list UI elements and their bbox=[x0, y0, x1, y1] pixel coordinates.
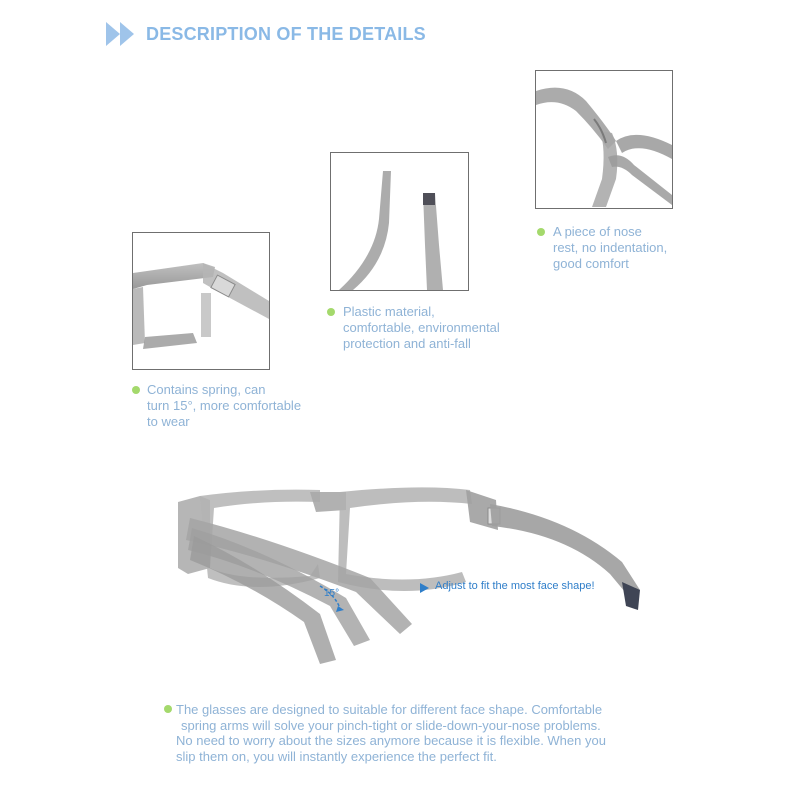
hinge-closeup-photo bbox=[132, 232, 270, 370]
bullet-dot bbox=[537, 228, 545, 236]
description-line: spring arms will solve your pinch-tight or slide-down-your-nose problems. bbox=[181, 717, 601, 733]
description-line: slip them on, you will instantly experience the perfect fit. bbox=[176, 748, 497, 764]
adjust-label: Adjust to fit the most face shape! bbox=[435, 580, 595, 592]
caption-line: Contains spring, can bbox=[147, 382, 266, 397]
glasses-main-photo bbox=[170, 478, 650, 678]
caption-line: rest, no indentation, bbox=[553, 240, 668, 255]
bullet-dot bbox=[132, 386, 140, 394]
double-chevron-right-icon bbox=[104, 20, 138, 48]
caption-line: A piece of nose bbox=[553, 224, 642, 239]
caption-line: good comfort bbox=[553, 256, 629, 271]
caption-line: Plastic material, bbox=[343, 304, 435, 319]
description-line: The glasses are designed to suitable for different face shape. Comfortable bbox=[176, 702, 603, 717]
angle-label: 15° bbox=[324, 588, 340, 599]
bullet-dot bbox=[164, 705, 172, 713]
temple-tips-photo bbox=[330, 152, 469, 291]
section-title: DESCRIPTION OF THE DETAILS bbox=[146, 24, 426, 44]
caption-nose-rest bbox=[553, 224, 667, 272]
description-paragraph bbox=[176, 702, 636, 764]
caption-spring-hinge bbox=[147, 382, 301, 430]
caption-line: to wear bbox=[147, 414, 190, 429]
caption-temple-arm bbox=[343, 304, 500, 352]
description-line: No need to worry about the sizes anymore because it is flexible. When you bbox=[176, 733, 606, 748]
caption-line: turn 15°, more comfortable bbox=[147, 398, 302, 413]
caption-line: protection and anti-fall bbox=[343, 336, 471, 351]
triangle-right-icon bbox=[420, 583, 429, 593]
caption-line: comfortable, environmental bbox=[343, 320, 500, 335]
bullet-dot bbox=[327, 308, 335, 316]
nose-bridge-photo bbox=[535, 70, 673, 209]
